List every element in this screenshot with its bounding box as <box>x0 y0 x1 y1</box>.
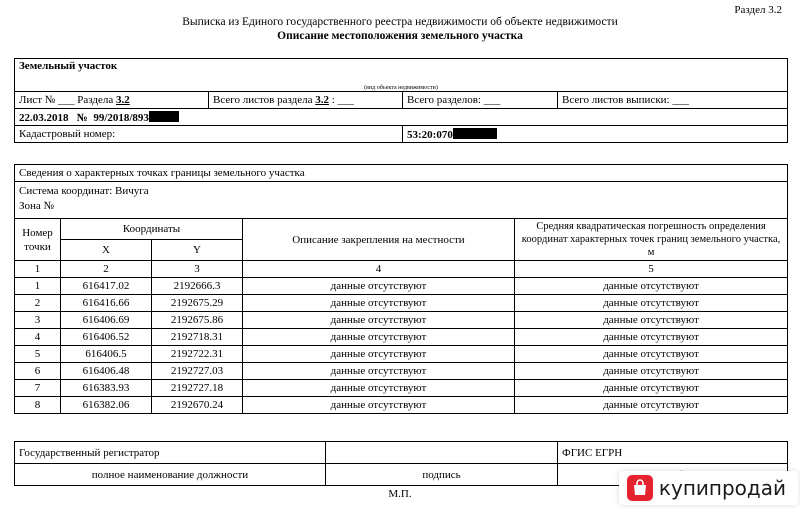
header-x: X <box>61 240 152 261</box>
point-y: 2192675.29 <box>152 295 243 312</box>
point-error: данные отсутствуют <box>515 278 788 295</box>
object-type-caption: (вид объекта недвижимости) <box>15 73 788 92</box>
point-description: данные отсутствуют <box>243 346 515 363</box>
doc-number: 99/2018/893 <box>93 111 149 124</box>
document-title: Выписка из Единого государственного реестра недвижимости об объекте недвижимости <box>182 16 618 28</box>
point-x: 616406.52 <box>61 329 152 346</box>
doc-date-number <box>15 109 788 126</box>
document-subtitle: Описание местоположения земельного участка <box>277 30 523 42</box>
total-section-label: Всего листов раздела <box>213 94 313 106</box>
point-description: данные отсутствуют <box>243 380 515 397</box>
column-number: 1 <box>15 261 61 278</box>
point-row <box>15 312 788 329</box>
cadastral-label: Кадастровый номер: <box>15 126 403 143</box>
sheet-section-value: 3.2 <box>116 94 130 106</box>
point-description: данные отсутствуют <box>243 295 515 312</box>
point-y: 2192722.31 <box>152 346 243 363</box>
header-table <box>14 58 788 143</box>
point-number: 7 <box>15 380 61 397</box>
watermark <box>619 471 798 505</box>
registrar-title: Государственный регистратор <box>15 442 326 464</box>
doc-number-label: № <box>76 111 88 124</box>
point-row <box>15 278 788 295</box>
point-error: данные отсутствуют <box>515 295 788 312</box>
point-description: данные отсутствуют <box>243 363 515 380</box>
point-description: данные отсутствуют <box>243 329 515 346</box>
point-number: 2 <box>15 295 61 312</box>
column-number: 3 <box>152 261 243 278</box>
point-error: данные отсутствуют <box>515 397 788 414</box>
point-row <box>15 380 788 397</box>
redaction-bar <box>453 128 497 139</box>
header-coords: Координаты <box>61 219 243 240</box>
point-number: 5 <box>15 346 61 363</box>
point-x: 616406.48 <box>61 363 152 380</box>
point-y: 2192670.24 <box>152 397 243 414</box>
point-error: данные отсутствуют <box>515 363 788 380</box>
point-x: 616406.5 <box>61 346 152 363</box>
signature-caption: подпись <box>326 464 558 486</box>
point-number: 6 <box>15 363 61 380</box>
cadastral-number-prefix: 53:20:070 <box>407 128 453 141</box>
header-y: Y <box>152 240 243 261</box>
column-number: 2 <box>61 261 152 278</box>
point-number: 8 <box>15 397 61 414</box>
column-number: 5 <box>515 261 788 278</box>
point-x: 616417.02 <box>61 278 152 295</box>
point-y: 2192718.31 <box>152 329 243 346</box>
point-row <box>15 397 788 414</box>
total-sheets: Всего листов выписки: ___ <box>558 92 788 109</box>
point-row <box>15 295 788 312</box>
point-error: данные отсутствуют <box>515 380 788 397</box>
point-number: 1 <box>15 278 61 295</box>
total-sections: Всего разделов: ___ <box>403 92 558 109</box>
point-error: данные отсутствуют <box>515 329 788 346</box>
coord-system-cell <box>15 182 788 219</box>
redaction-bar <box>149 111 179 122</box>
point-description: данные отсутствуют <box>243 397 515 414</box>
organization: ФГИС ЕГРН <box>558 442 788 464</box>
points-section-title: Сведения о характерных точках границы земельного участка <box>15 165 788 182</box>
shopping-bag-icon <box>627 475 653 501</box>
point-row <box>15 363 788 380</box>
zone-label: Зона № <box>19 200 55 212</box>
doc-date: 22.03.2018 <box>19 111 69 124</box>
object-type: Земельный участок <box>15 59 788 74</box>
point-y: 2192727.18 <box>152 380 243 397</box>
point-x: 616406.69 <box>61 312 152 329</box>
sheet-number-cell <box>15 92 209 109</box>
watermark-text: купипродай <box>658 476 786 500</box>
total-section-value: 3.2 <box>315 94 329 106</box>
point-error: данные отсутствуют <box>515 346 788 363</box>
cadastral-number <box>403 126 788 143</box>
point-error: данные отсутствуют <box>515 312 788 329</box>
header-number: Номер точки <box>15 219 61 261</box>
sheet-label: Лист № ___ Раздела <box>19 94 114 106</box>
point-number: 3 <box>15 312 61 329</box>
point-description: данные отсутствуют <box>243 278 515 295</box>
point-number: 4 <box>15 329 61 346</box>
header-error: Средняя квадратическая погрешность определения координат характерных точек границ земельного участка, м <box>515 219 788 261</box>
point-y: 2192666.3 <box>152 278 243 295</box>
point-row <box>15 329 788 346</box>
point-row <box>15 346 788 363</box>
point-x: 616383.93 <box>61 380 152 397</box>
point-x: 616416.66 <box>61 295 152 312</box>
points-table <box>14 164 788 414</box>
section-label: Раздел 3.2 <box>734 4 782 16</box>
total-section-sheets-cell <box>209 92 403 109</box>
point-y: 2192727.03 <box>152 363 243 380</box>
seal-place-label: М.П. <box>388 488 412 500</box>
point-description: данные отсутствуют <box>243 312 515 329</box>
point-y: 2192675.86 <box>152 312 243 329</box>
point-x: 616382.06 <box>61 397 152 414</box>
header-description: Описание закрепления на местности <box>243 219 515 261</box>
total-section-tail: : ___ <box>331 94 355 106</box>
coord-system: Система координат: Вичуга <box>19 185 149 197</box>
signature-blank <box>326 442 558 464</box>
position-caption: полное наименование должности <box>15 464 326 486</box>
column-numbers-row <box>15 261 788 278</box>
column-number: 4 <box>243 261 515 278</box>
